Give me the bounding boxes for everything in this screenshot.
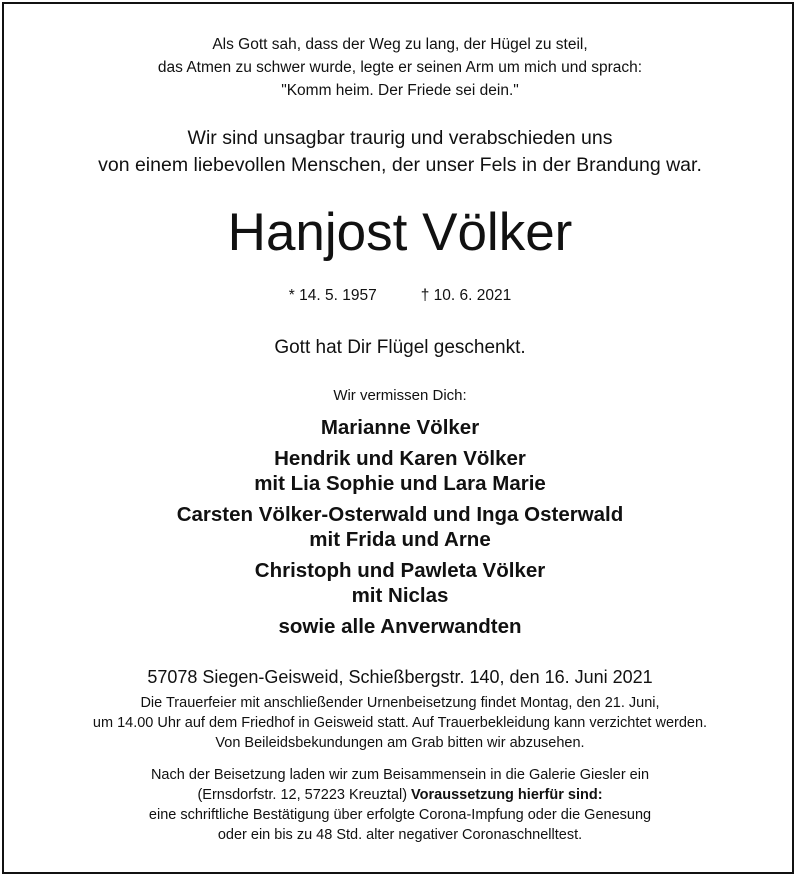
family-line-1: Marianne Völker [320,416,480,439]
family-line-3: mit Lia Sophie und Lara Marie [254,472,546,495]
family-line-5: mit Frida und Arne [309,528,491,551]
gathering-line-1: Nach der Beisetzung laden wir zum Beisammensein in die Galerie Giesler ein [150,767,650,783]
gathering-line-3: eine schriftliche Bestätigung über erfolgte Corona-Impfung oder die Genesung [148,807,652,823]
memorial-quote: Gott hat Dir Flügel geschenkt. [274,337,526,358]
gathering-line-4: oder ein bis zu 48 Std. alter negativer Coronaschnelltest. [217,827,583,843]
gathering-address: (Ernsdorfstr. 12, 57223 Kreuztal) [197,787,412,803]
gathering-requirement: Voraussetzung hierfür sind: [411,787,603,803]
address-line: 57078 Siegen-Geisweid, Schießbergstr. 140, den 16. Juni 2021 [147,667,653,687]
funeral-line-2: um 14.00 Uhr auf dem Friedhof in Geisweid statt. Auf Trauerbekleidung kann verzichtet werden. [92,715,708,731]
gathering-line-2 [0,786,800,806]
family-line-2: Hendrik und Karen Völker [274,447,526,470]
family-line-7: mit Niclas [351,584,449,607]
family-line-8: sowie alle Anverwandten [278,615,522,638]
poem-line-2: das Atmen zu schwer wurde, legte er seinen Arm um mich und sprach: [157,59,643,76]
poem-line-1: Als Gott sah, dass der Weg zu lang, der Hügel zu steil, [212,36,588,53]
intro-line-1: Wir sind unsagbar traurig und verabschieden uns [187,127,613,149]
family-line-6: Christoph und Pawleta Völker [254,559,546,582]
funeral-line-3: Von Beileidsbekundungen am Grab bitten wir abzusehen. [215,735,585,751]
deceased-name: Hanjost Völker [227,203,573,262]
death-date: † 10. 6. 2021 [420,287,512,304]
family-line-4: Carsten Völker-Osterwald und Inga Osterwald [176,503,624,526]
poem-line-3: "Komm heim. Der Friede sei dein." [281,82,519,99]
miss-label: Wir vermissen Dich: [333,387,467,404]
birth-date: * 14. 5. 1957 [288,287,377,304]
intro-line-2: von einem liebevollen Menschen, der unser Fels in der Brandung war. [98,154,702,176]
funeral-line-1: Die Trauerfeier mit anschließender Urnenbeisetzung findet Montag, den 21. Juni, [140,695,660,711]
life-dates [0,286,800,306]
